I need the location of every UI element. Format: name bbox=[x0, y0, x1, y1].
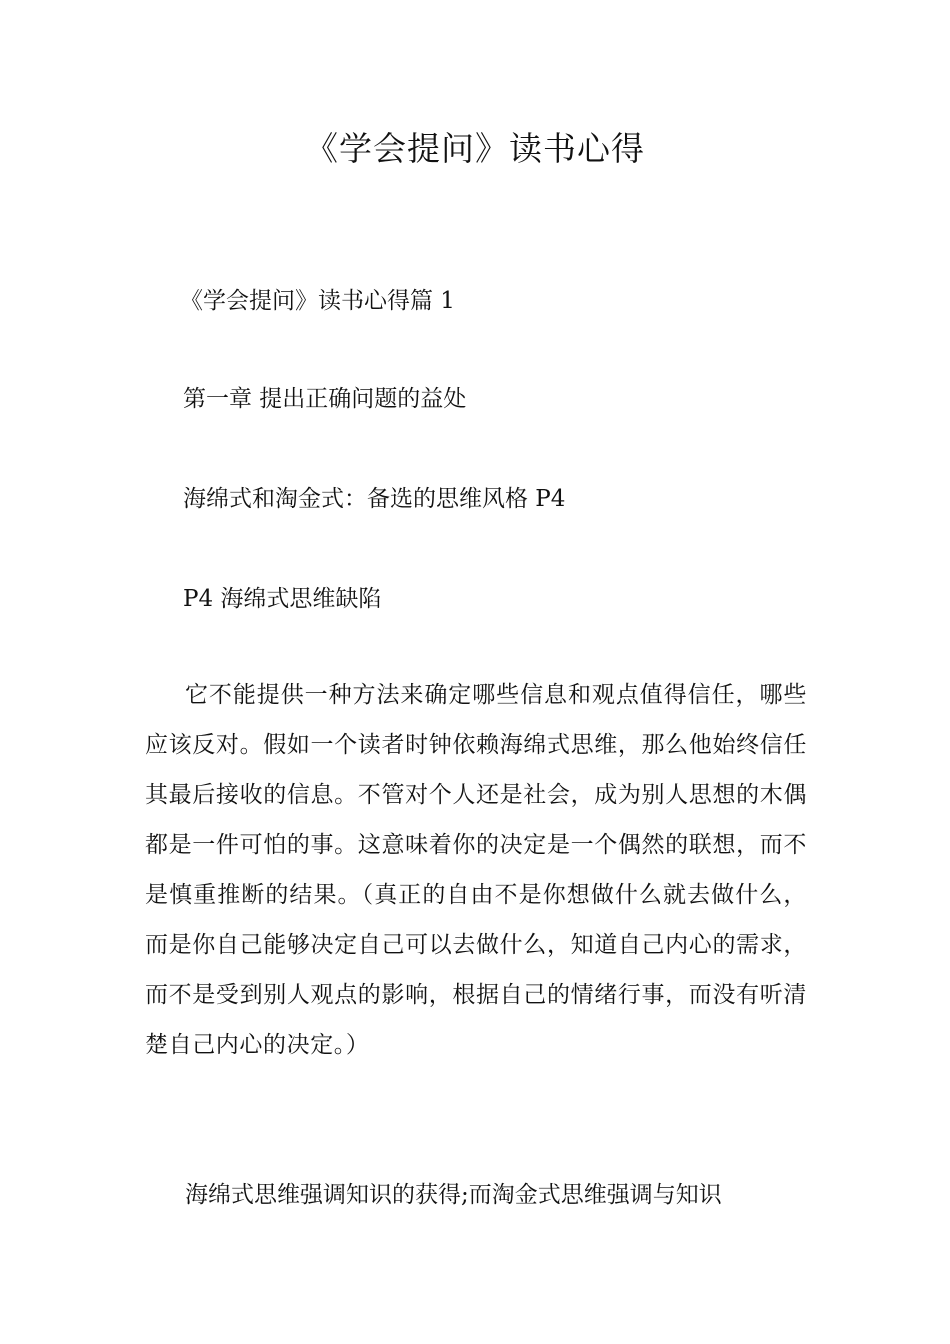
subheading-sponge-defects: P4 海绵式思维缺陷 bbox=[183, 586, 382, 612]
body-paragraph-continued: 海绵式思维强调知识的获得;而淘金式思维强调与知识 bbox=[185, 1182, 722, 1208]
section-heading: 《学会提问》读书心得篇 1 bbox=[180, 288, 455, 314]
document-title: 《学会提问》读书心得 bbox=[305, 129, 645, 168]
chapter-heading: 第一章 提出正确问题的益处 bbox=[183, 386, 467, 412]
subheading-thinking-styles: 海绵式和淘金式：备选的思维风格 P4 bbox=[183, 486, 566, 512]
body-paragraph: 它不能提供一种方法来确定哪些信息和观点值得信任，哪些应该反对。假如一个读者时钟依赖海绵式思维，那么他始终信任其最后接收的信息。不管对个人还是社会，成为别人思想的木偶都是一件可怕的事。这意味着你的决定是一个偶然的联想，而不是慎重推断的结果。（真正的自由不是你想做什么就去做什么，而是你自己能够决定自己可以去做什么，知道自己内心的需求，而不是受到别人观点的影响，根据自己的情绪行事，而没有听清楚自己内心的决定。） bbox=[145, 682, 807, 1058]
